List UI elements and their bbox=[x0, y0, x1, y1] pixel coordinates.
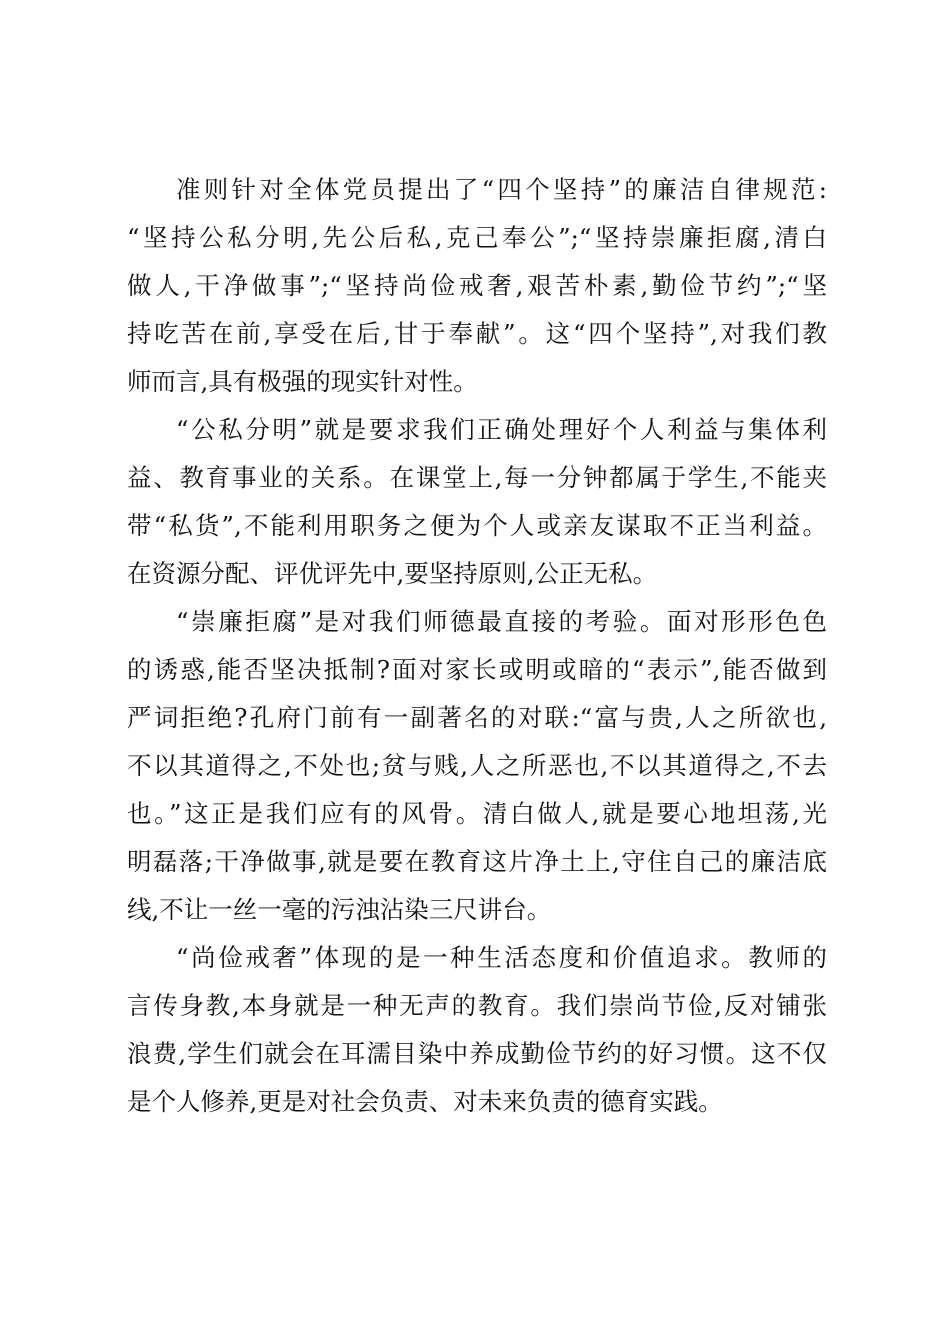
paragraph-line: 做人,干净做事”;“坚持尚俭戒奢,艰苦朴素,勤俭节约”;“坚 bbox=[127, 271, 827, 300]
paragraph-line: 在资源分配、评优评先中,要坚持原则,公正无私。 bbox=[127, 559, 658, 588]
paragraph-2 bbox=[127, 406, 827, 598]
paragraph-line: 是个人修养,更是对社会负责、对未来负责的德育实践。 bbox=[127, 1087, 723, 1116]
paragraph-line: 严词拒绝?孔府门前有一副著名的对联:“富与贵,人之所欲也, bbox=[127, 703, 827, 732]
paragraph-line: “公私分明”就是要求我们正确处理好个人利益与集体利 bbox=[176, 415, 827, 444]
paragraph-line: 的诱惑,能否坚决抵制?面对家长或明或暗的“表示”,能否做到 bbox=[127, 655, 827, 684]
paragraph-line: “尚俭戒奢”体现的是一种生活态度和价值追求。教师的 bbox=[176, 943, 827, 972]
paragraph-line: 言传身教,本身就是一种无声的教育。我们崇尚节俭,反对铺张 bbox=[127, 991, 827, 1020]
paragraph-line: “坚持公私分明,先公后私,克己奉公”;“坚持崇廉拒腐,清白 bbox=[127, 223, 827, 252]
paragraph-line: 线,不让一丝一毫的污浊沾染三尺讲台。 bbox=[127, 895, 552, 924]
document-body bbox=[127, 166, 827, 1126]
paragraph-line: 浪费,学生们就会在耳濡目染中养成勤俭节约的好习惯。这不仅 bbox=[127, 1039, 827, 1068]
paragraph-3 bbox=[127, 598, 827, 934]
paragraph-4 bbox=[127, 934, 827, 1126]
paragraph-line: 不以其道得之,不处也;贫与贱,人之所恶也,不以其道得之,不去 bbox=[127, 751, 827, 780]
paragraph-line: 明磊落;干净做事,就是要在教育这片净土上,守住自己的廉洁底 bbox=[127, 847, 827, 876]
paragraph-line: 师而言,具有极强的现实针对性。 bbox=[127, 367, 478, 396]
paragraph-line: 准则针对全体党员提出了“四个坚持”的廉洁自律规范: bbox=[176, 175, 827, 204]
paragraph-line: 带“私货”,不能利用职务之便为个人或亲友谋取不正当利益。 bbox=[127, 511, 827, 540]
paragraph-1 bbox=[127, 166, 827, 406]
paragraph-line: 持吃苦在前,享受在后,甘于奉献”。这“四个坚持”,对我们教 bbox=[127, 319, 827, 348]
paragraph-line: “崇廉拒腐”是对我们师德最直接的考验。面对形形色色 bbox=[176, 607, 827, 636]
paragraph-line: 也。”这正是我们应有的风骨。清白做人,就是要心地坦荡,光 bbox=[127, 799, 827, 828]
paragraph-line: 益、教育事业的关系。在课堂上,每一分钟都属于学生,不能夹 bbox=[127, 463, 827, 492]
